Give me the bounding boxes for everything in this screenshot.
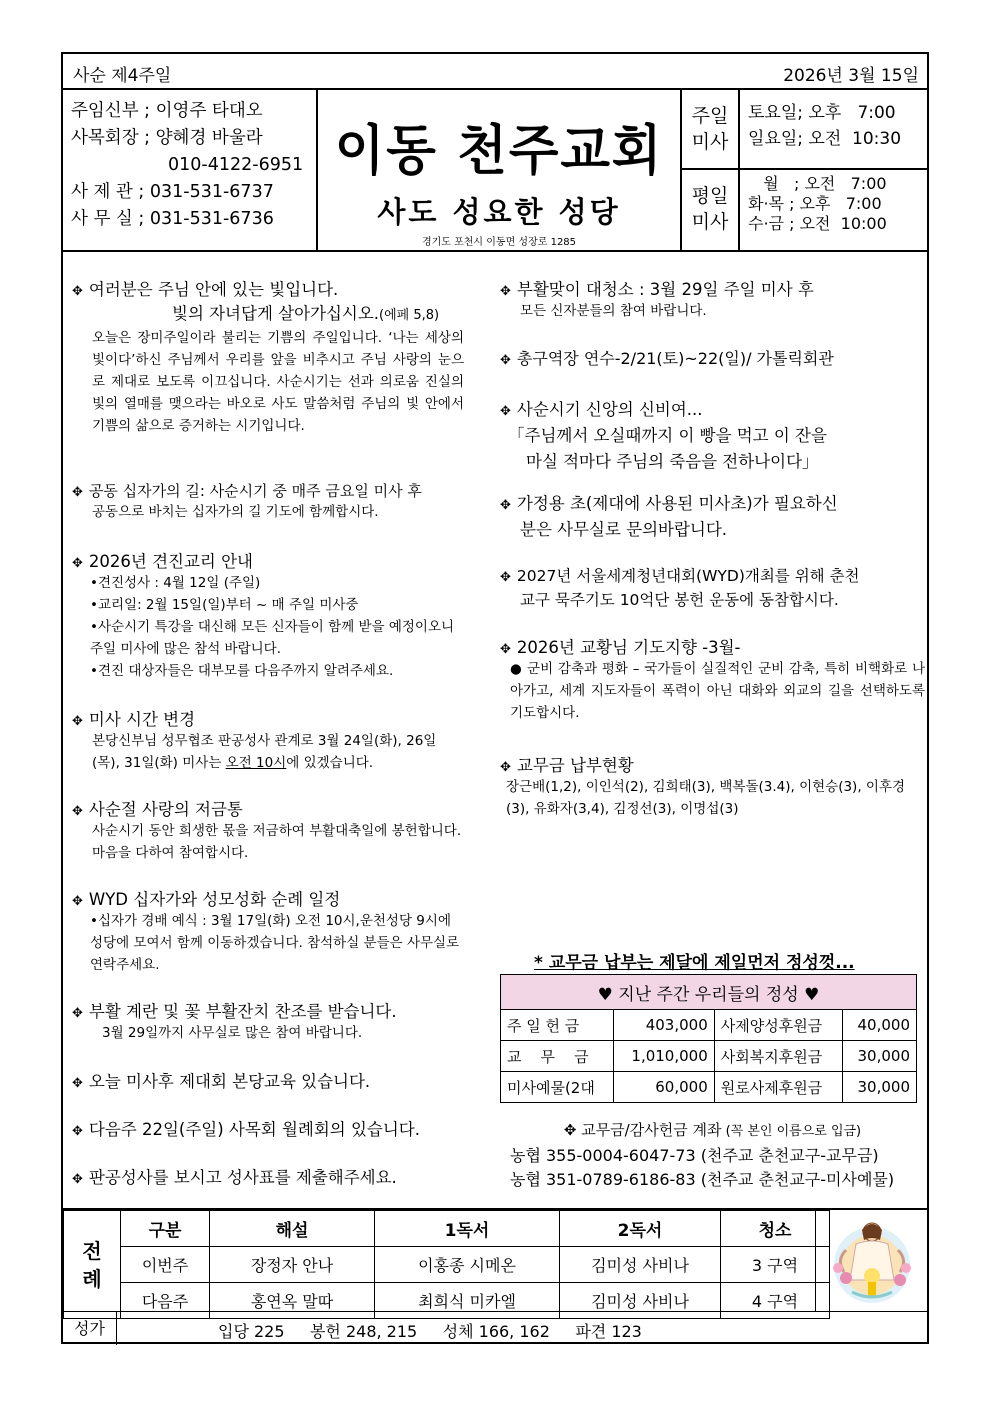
diamond-icon: ✥ <box>72 1124 83 1139</box>
sunday-times: 토요일; 오후 7:00 일요일; 오전 10:30 <box>748 103 902 149</box>
notice-title: 2027년 서울세계청년대회(WYD)개최를 위해 춘천 <box>516 567 860 585</box>
church-address: 경기도 포천시 이동면 성장로 1285 <box>421 237 577 248</box>
liturgy-label-2: 례 <box>82 1266 102 1291</box>
table-cell: 4 구역 <box>721 1283 830 1319</box>
table-cell: 최희식 미카엘 <box>375 1283 560 1319</box>
notice-5 <box>72 796 464 864</box>
notice-body: 분은 사무실로 문의바랍니다. <box>520 520 728 539</box>
table-header: 2독서 <box>560 1211 721 1247</box>
table-header: 구분 <box>121 1211 210 1247</box>
diamond-icon: ✥ <box>500 570 511 585</box>
notices-area <box>63 252 927 1210</box>
council-line: 사목회장 ; 양혜경 바울라 <box>71 128 263 148</box>
diamond-icon: ✥ <box>72 556 83 571</box>
table-header: 1독서 <box>375 1211 560 1247</box>
notice-body: 장근배(1,2), 이인석(2), 김희태(3), 백복돌(3.4), 이현승(3), 이후경(3), 유화자(3,4), 김정선(3), 이명섭(3) <box>506 779 906 817</box>
notice-body: •십자가 경배 예식 : 3월 17일(화) 오전 10시,운천성당 9시에 성당에 모여서 함께 이동하겠습니다. 참석하실 분들은 사무실로 연락주세요. <box>90 913 460 973</box>
list-item: •사순시기 특강을 대신해 모든 신자들이 함께 받을 예정이오니 주일 미사에 많은 참석 바랍니다. <box>90 619 455 657</box>
table-header: 해설 <box>210 1211 375 1247</box>
table-cell: 장정자 안나 <box>210 1247 375 1283</box>
notice-4 <box>72 706 464 774</box>
list-item: •견진성사 : 4월 12일 (주일) <box>90 575 261 591</box>
notice-r5 <box>500 564 925 610</box>
table-cell: 이홍종 시메온 <box>375 1247 560 1283</box>
account-note: (꼭 본인 이름으로 입금) <box>721 1124 862 1139</box>
notice-8 <box>72 1068 464 1092</box>
table-cell: 30,000 <box>843 1072 917 1103</box>
church-title <box>318 90 682 250</box>
table-cell: 3 구역 <box>721 1247 830 1283</box>
notice-1 <box>72 276 464 437</box>
table-cell: 40,000 <box>843 1010 917 1041</box>
table-cell: 홍연옥 말따 <box>210 1283 375 1319</box>
table-header: 청소 <box>721 1211 830 1247</box>
scripture-ref: (에페 5,8) <box>379 308 440 323</box>
notice-r4 <box>500 490 925 540</box>
weekday-times: 월 ; 오전 7:00 화·목 ; 오후 7:00 수·금 ; 오전 10:00 <box>748 174 887 233</box>
account-title: 교무금/감사헌금 계좌 <box>581 1121 722 1139</box>
church-name: 이동 천주교회 <box>334 118 664 182</box>
table-cell: 403,000 <box>614 1010 714 1041</box>
notice-body: 3월 29일까지 사무실로 많은 참여 바랍니다. <box>102 1025 363 1041</box>
diamond-icon: ✥ <box>72 485 83 500</box>
diamond-icon: ✥ <box>72 1076 83 1091</box>
diamond-icon: ✥ <box>500 498 511 513</box>
notice-body: 사순시기 동안 희생한 몫을 저금하여 부활대축일에 봉헌합니다. 마음을 다하여 참여합시다. <box>92 823 462 861</box>
notice-body: 공동으로 바치는 십자가의 길 기도에 함께합시다. <box>92 504 379 520</box>
account-1: 농협 355-0004-6047-73 (천주교 춘천교구-교무금) <box>510 1146 879 1165</box>
sunday-mass <box>682 90 929 170</box>
notice-title: 부활 계란 및 꽃 부활잔치 찬조를 받습니다. <box>88 1002 397 1021</box>
notice-title: 부활맞이 대청소 : 3월 29일 주일 미사 후 <box>516 280 814 299</box>
table-cell: 교 무 금 <box>501 1041 614 1072</box>
liturgical-week: 사순 제4주일 <box>73 66 172 86</box>
table-cell: 김미성 사비나 <box>560 1247 721 1283</box>
diamond-icon: ✥ <box>500 642 511 657</box>
notice-6 <box>72 886 464 976</box>
notice-10 <box>72 1164 464 1188</box>
notice-title: WYD 십자가와 성모성화 순례 일정 <box>88 890 341 909</box>
liturgy-section <box>63 1210 927 1344</box>
notice-title: 교무금 납부현황 <box>516 756 634 775</box>
notice-2 <box>72 480 464 523</box>
sunday-label: 주일 <box>691 105 729 127</box>
table-row <box>501 1072 917 1103</box>
rectory-phone: 사 제 관 ; 031-531-6737 <box>71 182 274 202</box>
notice-title: 판공성사를 보시고 성사표를 제출해주세요. <box>88 1168 397 1187</box>
notice-body: 오늘은 장미주일이라 불리는 기쁨의 주일입니다. ‘나는 세상의 빛이다’하신 주님께서 우리를 앞을 비추시고 주님 사랑의 눈으로 제대로 보도록 이끄십니다. 사순시기는 선과 의로움 진실의 빛의 열매를 맺으라는 바오로 사도 말씀처럼 주님의 빛 안에서 기쁨의 삶으로 증거하는 시기입니다. <box>92 330 464 434</box>
notice-body: 교구 묵주기도 10억단 봉헌 운동에 동참합시다. <box>520 591 839 609</box>
notice-7 <box>72 998 464 1044</box>
sunday-label-2: 미사 <box>691 131 729 153</box>
diamond-icon: ✥ <box>72 284 83 299</box>
notice-title: 오늘 미사후 제대회 본당교육 있습니다. <box>88 1072 371 1091</box>
notice-r7 <box>500 752 925 820</box>
staff-info <box>63 90 318 250</box>
jesus-icon <box>816 1210 928 1310</box>
diamond-icon: ✥ <box>500 760 511 775</box>
notice-body-end: 에 있겠습니다. <box>286 755 374 771</box>
diamond-icon: ✥ <box>72 1006 83 1021</box>
notice-title: 사순절 사랑의 저금통 <box>88 800 243 819</box>
notice-title: 여러분은 주님 안에 있는 빛입니다. <box>88 280 339 299</box>
jesus-illustration <box>815 1210 929 1311</box>
table-cell: 김미성 사비나 <box>560 1283 721 1319</box>
table-cell: 미사예물(2대 <box>501 1072 614 1103</box>
bulletin-sheet <box>61 52 929 1344</box>
liturgy-table <box>63 1210 830 1319</box>
diamond-icon: ✥ <box>563 1121 582 1139</box>
diamond-icon: ✥ <box>500 353 511 368</box>
weekday-label: 평일 <box>691 185 729 207</box>
diamond-icon: ✥ <box>72 894 83 909</box>
notice-9 <box>72 1116 464 1140</box>
notice-title: 2026년 교황님 기도지향 -3월- <box>516 638 741 657</box>
office-phone: 사 무 실 ; 031-531-6736 <box>71 209 274 229</box>
hymn-row <box>63 1311 927 1345</box>
prayer-line-2: 마실 적마다 주님의 죽음을 전하나이다」 <box>526 452 819 471</box>
diamond-icon: ✥ <box>72 1172 83 1187</box>
bulletin-date: 2026년 3월 15일 <box>783 66 919 86</box>
notice-r3 <box>500 396 925 472</box>
table-cell: 60,000 <box>614 1072 714 1103</box>
hymn-numbers: 입당 225 봉헌 248, 215 성체 166, 162 파견 123 <box>218 1322 642 1341</box>
list-item: •견진 대상자들은 대부모를 다음주까지 알려주세요. <box>90 663 394 679</box>
table-cell: 30,000 <box>843 1041 917 1072</box>
notice-body: 본당신부님 성무협조 판공성사 관계로 3월 24일(화), 26일(목), 31일(화) 미사는 <box>92 733 437 771</box>
top-bar <box>63 54 927 90</box>
table-cell: 원로사제후원금 <box>714 1072 843 1103</box>
list-item: •교리일: 2월 15일(일)부터 ~ 매 주일 미사중 <box>90 597 359 613</box>
diamond-icon: ✥ <box>500 404 511 419</box>
table-row <box>501 1010 917 1041</box>
header <box>63 90 927 252</box>
table-row <box>64 1247 830 1283</box>
table-row <box>501 1041 917 1072</box>
notice-r2 <box>500 346 925 369</box>
church-subtitle: 사도 성요한 성당 <box>377 195 621 229</box>
notice-title: 공동 십자가의 길: 사순시기 중 매주 금요일 미사 후 <box>88 482 422 500</box>
liturgy-label: 전 <box>82 1238 102 1263</box>
diamond-icon: ✥ <box>72 714 83 729</box>
hymn-label: 성가 <box>63 1312 117 1345</box>
weekday-mass <box>682 170 929 252</box>
underlined-time: 오전 10시 <box>225 755 287 771</box>
table-cell: 사제양성후원금 <box>714 1010 843 1041</box>
diamond-icon: ✥ <box>72 804 83 819</box>
notice-title: 총구역장 연수-2/21(토)~22(일)/ 가톨릭회관 <box>516 349 834 368</box>
table-cell: 주 일 헌 금 <box>501 1010 614 1041</box>
notice-title: 가정용 초(제대에 사용된 미사초)가 필요하신 <box>516 494 838 513</box>
notice-r1 <box>500 276 925 322</box>
prayer-line-1: 「주님께서 오실때까지 이 빵을 먹고 이 잔을 <box>508 426 827 445</box>
notice-body: ● 군비 감축과 평화 – 국가들이 실질적인 군비 감축, 특히 비핵화로 나아가고, 세계 지도자들이 폭력이 아닌 대화와 외교의 길을 선택하도록 기도합시다. <box>510 661 925 721</box>
account-2: 농협 351-0789-6186-83 (천주교 춘천교구-미사예물) <box>510 1170 895 1189</box>
notice-title: 2026년 견진교리 안내 <box>88 552 253 571</box>
notice-3 <box>72 548 464 682</box>
notice-r6 <box>500 634 925 724</box>
table-cell: 이번주 <box>121 1247 210 1283</box>
offering-caption: * 교무금 납부는 제달에 제일먼저 정성껏... <box>534 953 855 973</box>
table-cell: 사회복지후원금 <box>714 1041 843 1072</box>
notice-title: 다음주 22일(주일) 사목회 월례회의 있습니다. <box>88 1120 420 1139</box>
notice-title: 미사 시간 변경 <box>88 710 196 729</box>
account-info <box>500 1118 925 1192</box>
table-cell: 1,010,000 <box>614 1041 714 1072</box>
notice-body: 모든 신자분들의 참여 바랍니다. <box>520 303 707 319</box>
notice-title: 사순시기 신앙의 신비여... <box>516 400 703 419</box>
priest-line: 주임신부 ; 이영주 타대오 <box>71 101 263 121</box>
offering-title: ♥ 지난 주간 우리들의 정성 ♥ <box>501 975 917 1010</box>
weekday-label-2: 미사 <box>691 211 729 233</box>
council-phone: 010-4122-6951 <box>168 155 304 175</box>
notice-subtitle: 빛의 자녀답게 살아가십시오. <box>172 304 380 323</box>
table-cell: 다음주 <box>121 1283 210 1319</box>
offering-table <box>500 974 917 1103</box>
mass-times <box>682 90 929 250</box>
diamond-icon: ✥ <box>500 284 511 299</box>
